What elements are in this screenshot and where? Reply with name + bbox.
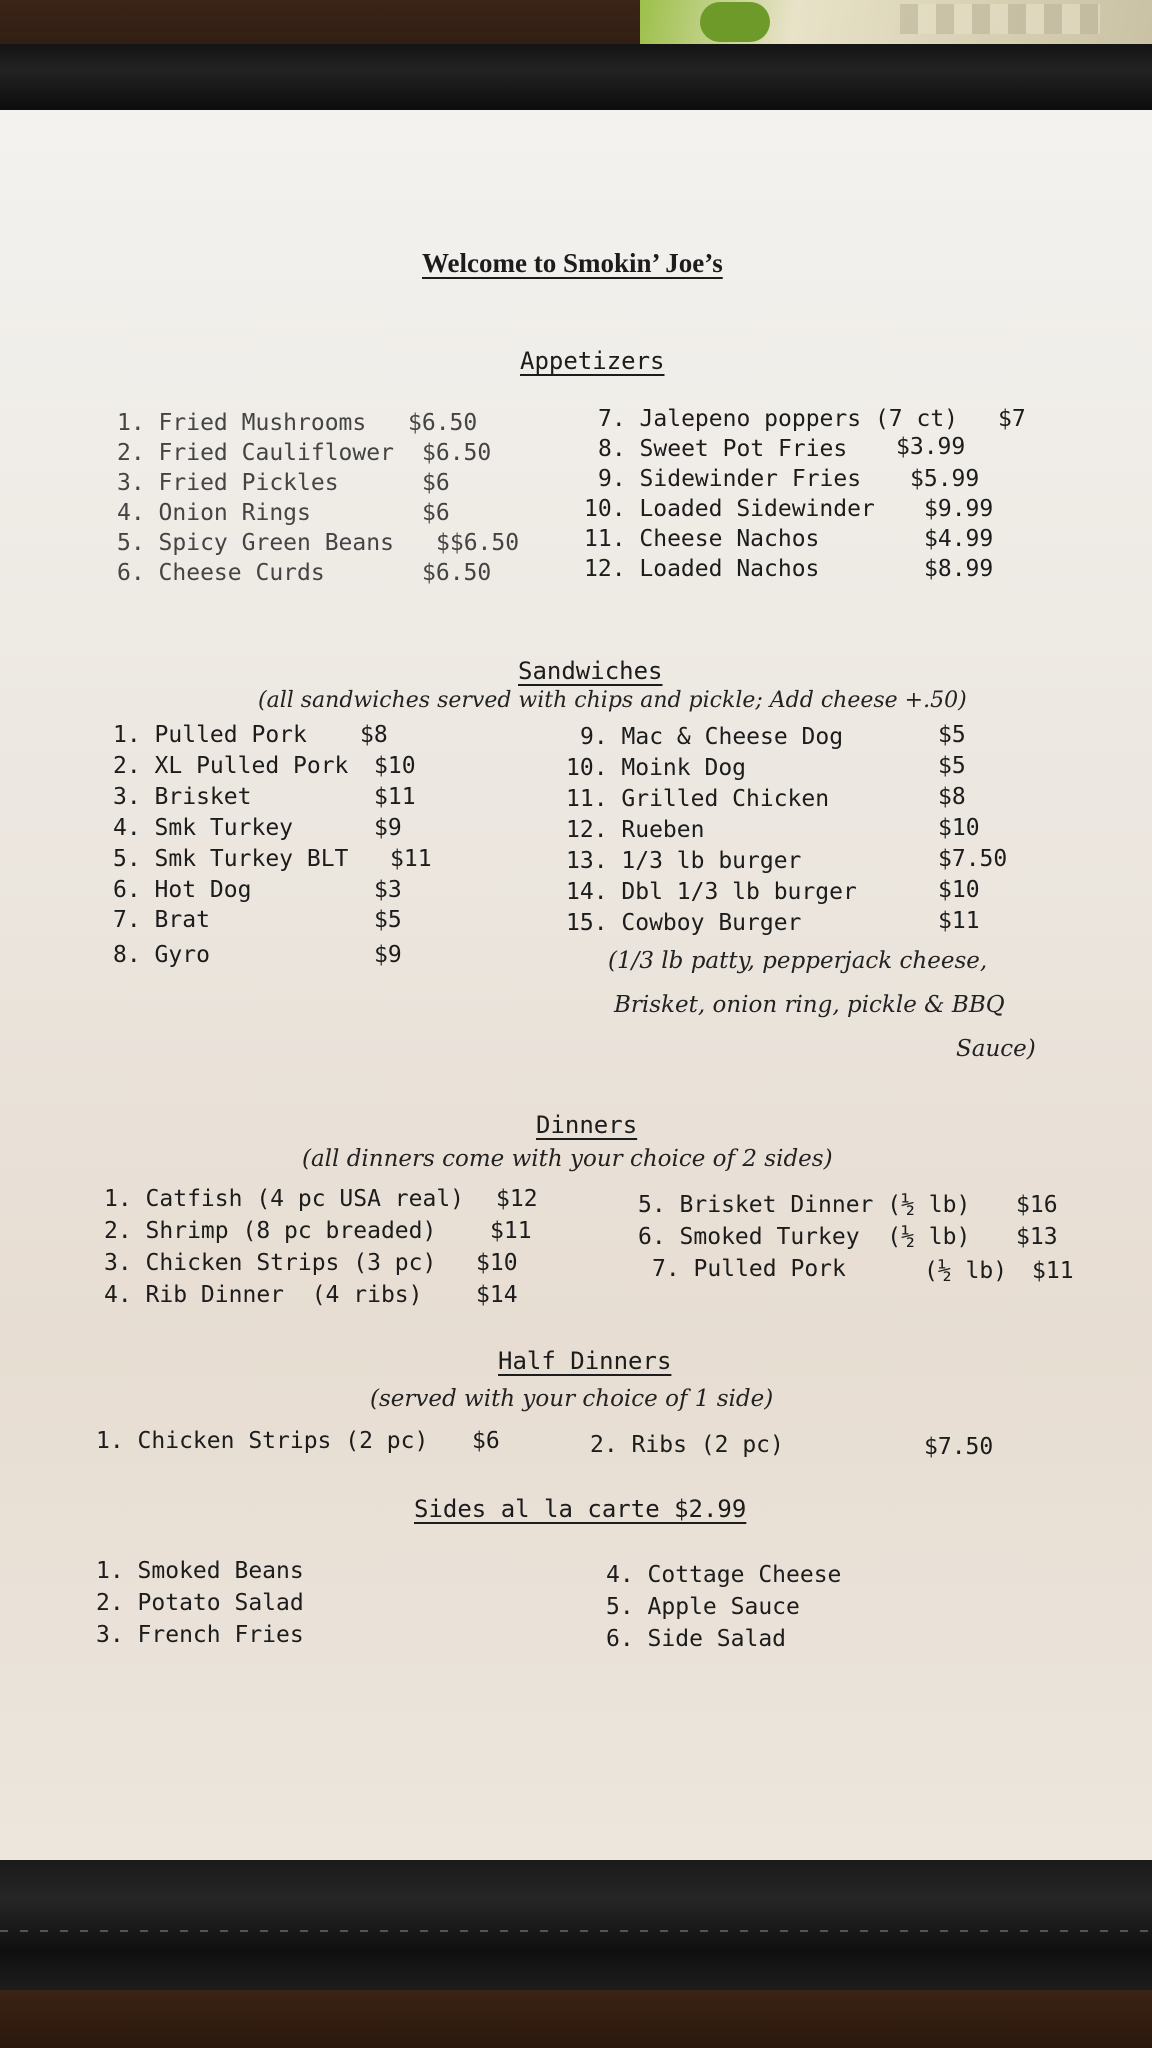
sandwich-price: $5: [938, 753, 966, 779]
sandwich-item: 9. Mac & Cheese Dog: [580, 724, 844, 750]
dinner-price: $11: [490, 1218, 532, 1244]
appetizer-price: $5.99: [910, 466, 980, 492]
appetizer-price: $4.99: [924, 526, 994, 552]
appetizer-price: $3.99: [896, 434, 966, 460]
appetizer-price: $6.50: [422, 440, 492, 466]
side-item: 6. Side Salad: [606, 1626, 787, 1652]
sandwich-item: 15. Cowboy Burger: [566, 910, 802, 936]
dinner-item: 4. Rib Dinner (4 ribs): [104, 1282, 423, 1308]
sandwich-item: 12. Rueben: [566, 817, 705, 843]
dinner-price: $12: [496, 1186, 538, 1212]
sandwich-price: $8: [360, 722, 388, 748]
side-item: 3. French Fries: [96, 1622, 304, 1648]
half-dinner-price: $6: [472, 1428, 500, 1454]
sandwich-item: 6. Hot Dog: [113, 877, 252, 903]
cowboy-burger-note: Sauce): [956, 1036, 1036, 1062]
cracker-box-corner: [640, 0, 1152, 44]
sandwich-price: $7.50: [938, 846, 1008, 872]
half-dinners-note: (served with your choice of 1 side): [370, 1386, 774, 1412]
dinners-note: (all dinners come with your choice of 2 sides): [302, 1146, 833, 1172]
appetizer-price: $6: [422, 500, 450, 526]
sandwich-price: $10: [938, 877, 980, 903]
dinner-price: $14: [476, 1282, 518, 1308]
dinner-item: 2. Shrimp (8 pc breaded): [104, 1218, 437, 1244]
half-dinners-heading: Half Dinners: [498, 1347, 672, 1375]
appetizer-item: 4. Onion Rings: [117, 500, 311, 526]
binder-stitching: [0, 1930, 1152, 1932]
menu-title: Welcome to Smokin’ Joe’s: [422, 248, 723, 278]
sandwich-item: 1. Pulled Pork: [113, 722, 307, 748]
dinner-price: $11: [1032, 1258, 1074, 1284]
sandwich-price: $8: [938, 784, 966, 810]
appetizer-item: 12. Loaded Nachos: [584, 556, 820, 582]
side-item: 2. Potato Salad: [96, 1590, 304, 1616]
sandwich-price: $11: [938, 908, 980, 934]
sandwich-price: $9: [374, 815, 402, 841]
box-pattern-art: [900, 4, 1100, 34]
appetizer-price: $7: [998, 406, 1026, 432]
dinners-heading: Dinners: [536, 1111, 638, 1139]
menu-page: [0, 110, 1152, 1862]
half-dinner-item: 1. Chicken Strips (2 pc): [96, 1428, 429, 1454]
appetizer-price: $6.50: [408, 410, 478, 436]
dinner-price: $10: [476, 1250, 518, 1276]
appetizer-item: 5. Spicy Green Beans: [117, 530, 394, 556]
sandwich-item: 7. Brat: [113, 907, 210, 933]
sandwich-price: $11: [390, 846, 432, 872]
sandwich-price: $10: [374, 753, 416, 779]
sandwich-price: $10: [938, 815, 980, 841]
appetizer-item: 1. Fried Mushrooms: [117, 410, 367, 436]
sandwich-item: 3. Brisket: [113, 784, 252, 810]
half-dinner-item: 2. Ribs (2 pc): [590, 1432, 784, 1458]
box-logo-art: [700, 2, 770, 42]
cowboy-burger-note: Brisket, onion ring, pickle & BBQ: [614, 992, 1005, 1018]
sandwiches-note: (all sandwiches served with chips and pickle; Add cheese +.50): [258, 688, 967, 713]
sandwich-price: $5: [374, 907, 402, 933]
sandwich-item: 5. Smk Turkey BLT: [113, 846, 349, 872]
side-item: 4. Cottage Cheese: [606, 1562, 842, 1588]
sandwich-price: $3: [374, 877, 402, 903]
appetizer-item: 11. Cheese Nachos: [584, 526, 820, 552]
menu-binder-bottom-edge: [0, 1860, 1152, 1990]
dinner-item: 7. Pulled Pork: [652, 1256, 846, 1282]
dinner-price: $16: [1016, 1192, 1058, 1218]
table-wood-edge: [0, 1990, 1152, 2048]
side-item: 5. Apple Sauce: [606, 1594, 800, 1620]
sandwich-item: 13. 1/3 lb burger: [566, 848, 802, 874]
sandwich-item: 14. Dbl 1/3 lb burger: [566, 879, 857, 905]
sandwich-price: $5: [938, 722, 966, 748]
appetizer-price: $6.50: [422, 560, 492, 586]
appetizer-item: 2. Fried Cauliflower: [117, 440, 394, 466]
dinner-price: $13: [1016, 1224, 1058, 1250]
appetizer-item: 3. Fried Pickles: [117, 470, 339, 496]
sandwiches-heading: Sandwiches: [518, 657, 663, 685]
dinner-item: 5. Brisket Dinner (½ lb): [638, 1192, 971, 1218]
side-item: 1. Smoked Beans: [96, 1558, 304, 1584]
dinner-item: 6. Smoked Turkey (½ lb): [638, 1224, 971, 1250]
sandwich-price: $11: [374, 784, 416, 810]
cowboy-burger-note: (1/3 lb patty, pepperjack cheese,: [608, 948, 988, 974]
appetizer-price: $9.99: [924, 496, 994, 522]
menu-binder-top-edge: [0, 44, 1152, 110]
appetizer-item: 9. Sidewinder Fries: [598, 466, 862, 492]
appetizer-item: 8. Sweet Pot Fries: [598, 436, 848, 462]
half-dinner-price: $7.50: [924, 1434, 994, 1460]
sandwich-item: 11. Grilled Chicken: [566, 786, 830, 812]
sandwich-item: 10. Moink Dog: [566, 755, 747, 781]
appetizer-price: $6: [422, 470, 450, 496]
sides-heading: Sides al la carte $2.99: [414, 1495, 747, 1523]
dinner-item: 3. Chicken Strips (3 pc): [104, 1250, 437, 1276]
sandwich-item: 4. Smk Turkey: [113, 815, 294, 841]
appetizer-item: 6. Cheese Curds: [117, 560, 325, 586]
dinner-item: 1. Catfish (4 pc USA real): [104, 1186, 465, 1212]
appetizers-heading: Appetizers: [520, 347, 665, 375]
appetizer-item: 7. Jalepeno poppers (7 ct): [598, 406, 959, 432]
appetizer-price: $$6.50: [436, 530, 520, 556]
sandwich-price: $9: [374, 942, 402, 968]
sandwich-item: 8. Gyro: [113, 942, 210, 968]
appetizer-item: 10. Loaded Sidewinder: [584, 496, 875, 522]
dinner-quantity: (½ lb): [924, 1258, 1008, 1284]
sandwich-item: 2. XL Pulled Pork: [113, 753, 349, 779]
appetizer-price: $8.99: [924, 556, 994, 582]
